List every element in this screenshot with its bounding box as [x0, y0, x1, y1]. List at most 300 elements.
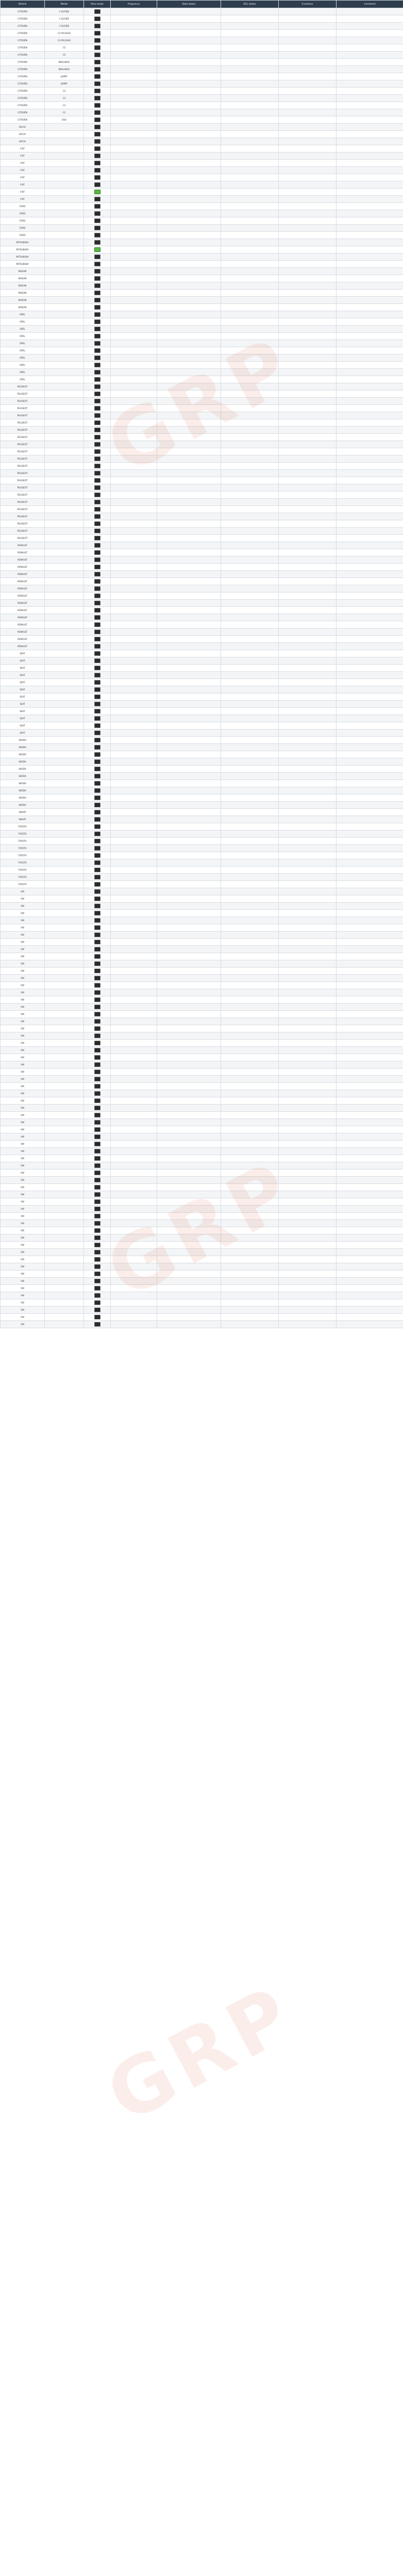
- cell-model: [45, 1090, 84, 1097]
- cell-pass-mode: [84, 1299, 111, 1307]
- cell-vehicle: PEUGEOT: [1, 470, 45, 477]
- cell-pass-mode: [84, 1256, 111, 1263]
- cell-egl-status: [221, 95, 279, 102]
- cell-frequency: [111, 340, 157, 347]
- cell-pass-mode: [84, 614, 111, 621]
- cell-model: [45, 246, 84, 253]
- cell-egl-status: [221, 513, 279, 520]
- cell-frequency: [111, 751, 157, 758]
- cell-comment: [337, 1278, 403, 1285]
- device-thumbnail-icon: [94, 60, 100, 64]
- cell-comment: [337, 239, 403, 246]
- cell-frequency: [111, 1126, 157, 1133]
- cell-vehicle: PEUGEOT: [1, 535, 45, 542]
- cell-functions: [279, 1040, 337, 1047]
- cell-egl-status: [221, 1206, 279, 1213]
- cell-vehicle: RENAULT: [1, 556, 45, 564]
- cell-vehicle: PEUGEOT: [1, 412, 45, 419]
- cell-frequency: [111, 650, 157, 657]
- cell-vehicle: OPEL: [1, 369, 45, 376]
- cell-comment: [337, 73, 403, 80]
- cell-pass-mode: [84, 391, 111, 398]
- table-row: [1, 167, 403, 174]
- cell-functions: [279, 152, 337, 160]
- cell-comment: [337, 722, 403, 730]
- cell-frequency: [111, 441, 157, 448]
- cell-pass-mode: [84, 758, 111, 766]
- device-thumbnail-icon: [94, 146, 100, 151]
- cell-pass-mode: [84, 131, 111, 138]
- cell-pass-mode: [84, 1119, 111, 1126]
- cell-egl-status: [221, 1270, 279, 1278]
- cell-comment: [337, 427, 403, 434]
- cell-functions: [279, 441, 337, 448]
- cell-data-status: [157, 448, 221, 455]
- cell-functions: [279, 131, 337, 138]
- cell-functions: [279, 686, 337, 693]
- device-thumbnail-icon: [94, 1098, 100, 1103]
- cell-vehicle: VW: [1, 968, 45, 975]
- device-thumbnail-icon: [94, 1300, 100, 1305]
- table-row: [1, 484, 403, 492]
- cell-data-status: [157, 982, 221, 989]
- table-row: [1, 701, 403, 708]
- cell-egl-status: [221, 80, 279, 88]
- table-row: [1, 412, 403, 419]
- cell-model: [45, 838, 84, 845]
- cell-functions: [279, 412, 337, 419]
- cell-egl-status: [221, 1069, 279, 1076]
- cell-pass-mode: [84, 95, 111, 102]
- device-thumbnail-icon: [94, 1033, 100, 1038]
- table-row: [1, 59, 403, 66]
- cell-data-status: [157, 419, 221, 427]
- cell-data-status: [157, 66, 221, 73]
- cell-frequency: [111, 492, 157, 499]
- cell-functions: [279, 282, 337, 290]
- cell-functions: [279, 1097, 337, 1105]
- cell-egl-status: [221, 614, 279, 621]
- cell-data-status: [157, 1090, 221, 1097]
- cell-functions: [279, 607, 337, 614]
- table-row: [1, 347, 403, 354]
- device-thumbnail-icon: [94, 536, 100, 540]
- cell-functions: [279, 297, 337, 304]
- cell-frequency: [111, 657, 157, 665]
- device-thumbnail-icon: [94, 1279, 100, 1283]
- cell-vehicle: VW: [1, 1018, 45, 1025]
- cell-vehicle: DACIA: [1, 124, 45, 131]
- cell-egl-status: [221, 102, 279, 109]
- cell-egl-status: [221, 1249, 279, 1256]
- cell-frequency: [111, 1148, 157, 1155]
- cell-pass-mode: [84, 261, 111, 268]
- cell-vehicle: PEUGEOT: [1, 506, 45, 513]
- cell-pass-mode: [84, 239, 111, 246]
- table-row: [1, 1083, 403, 1090]
- column-header-data-status: Data status: [157, 1, 221, 8]
- table-row: [1, 73, 403, 80]
- device-thumbnail-icon: [94, 1012, 100, 1016]
- cell-egl-status: [221, 52, 279, 59]
- cell-data-status: [157, 1105, 221, 1112]
- cell-pass-mode: [84, 874, 111, 881]
- cell-vehicle: VW: [1, 982, 45, 989]
- cell-model: [45, 383, 84, 391]
- cell-model: [45, 506, 84, 513]
- cell-model: [45, 831, 84, 838]
- cell-model: [45, 326, 84, 333]
- device-thumbnail-icon: [94, 774, 100, 778]
- cell-comment: [337, 1242, 403, 1249]
- cell-vehicle: NISSAN: [1, 275, 45, 282]
- cell-data-status: [157, 44, 221, 52]
- cell-data-status: [157, 37, 221, 44]
- cell-frequency: [111, 455, 157, 463]
- device-thumbnail-icon: [94, 687, 100, 692]
- cell-vehicle: VW: [1, 953, 45, 960]
- device-thumbnail-icon: [94, 1142, 100, 1146]
- device-thumbnail-icon: [94, 175, 100, 180]
- cell-frequency: [111, 903, 157, 910]
- cell-pass-mode: [84, 1083, 111, 1090]
- cell-comment: [337, 665, 403, 672]
- cell-pass-mode: [84, 44, 111, 52]
- table-row: [1, 578, 403, 585]
- cell-functions: [279, 722, 337, 730]
- table-row: [1, 124, 403, 131]
- cell-frequency: [111, 23, 157, 30]
- table-row: [1, 614, 403, 621]
- cell-data-status: [157, 1018, 221, 1025]
- watermark: GRP: [93, 1968, 310, 2141]
- cell-egl-status: [221, 1198, 279, 1206]
- device-thumbnail-icon: [94, 1178, 100, 1182]
- cell-pass-mode: [84, 455, 111, 463]
- cell-comment: [337, 160, 403, 167]
- device-thumbnail-icon: [94, 449, 100, 454]
- table-row: [1, 1090, 403, 1097]
- cell-functions: [279, 326, 337, 333]
- cell-functions: [279, 1076, 337, 1083]
- cell-vehicle: NISSAN: [1, 297, 45, 304]
- cell-pass-mode: [84, 1097, 111, 1105]
- table-row: [1, 1292, 403, 1299]
- table-row: [1, 1242, 403, 1249]
- cell-frequency: [111, 1083, 157, 1090]
- cell-data-status: [157, 831, 221, 838]
- cell-frequency: [111, 946, 157, 953]
- cell-model: [45, 203, 84, 210]
- cell-pass-mode: [84, 434, 111, 441]
- cell-model: [45, 600, 84, 607]
- cell-frequency: [111, 1004, 157, 1011]
- cell-comment: [337, 650, 403, 657]
- cell-data-status: [157, 174, 221, 181]
- cell-functions: [279, 405, 337, 412]
- cell-vehicle: RENAULT: [1, 636, 45, 643]
- cell-model: [45, 751, 84, 758]
- cell-functions: [279, 427, 337, 434]
- cell-model: [45, 1307, 84, 1314]
- cell-frequency: [111, 131, 157, 138]
- cell-egl-status: [221, 693, 279, 701]
- cell-comment: [337, 787, 403, 794]
- cell-vehicle: PEUGEOT: [1, 441, 45, 448]
- table-row: [1, 441, 403, 448]
- cell-functions: [279, 629, 337, 636]
- cell-comment: [337, 463, 403, 470]
- cell-model: [45, 931, 84, 939]
- cell-frequency: [111, 1119, 157, 1126]
- cell-model: [45, 773, 84, 780]
- cell-egl-status: [221, 960, 279, 968]
- cell-functions: [279, 585, 337, 592]
- cell-functions: [279, 1227, 337, 1234]
- table-row: [1, 1314, 403, 1321]
- cell-model: [45, 1083, 84, 1090]
- device-thumbnail-icon: [94, 291, 100, 295]
- device-thumbnail-icon: [94, 1207, 100, 1211]
- cell-pass-mode: [84, 333, 111, 340]
- cell-comment: [337, 268, 403, 275]
- table-row: [1, 297, 403, 304]
- cell-frequency: [111, 391, 157, 398]
- cell-vehicle: VW: [1, 1061, 45, 1069]
- table-row: [1, 1155, 403, 1162]
- cell-egl-status: [221, 867, 279, 874]
- cell-vehicle: TOYOTA: [1, 881, 45, 888]
- cell-frequency: [111, 1105, 157, 1112]
- cell-model: [45, 614, 84, 621]
- cell-frequency: [111, 867, 157, 874]
- table-row: [1, 1249, 403, 1256]
- cell-comment: [337, 1292, 403, 1299]
- cell-data-status: [157, 1307, 221, 1314]
- cell-functions: [279, 1061, 337, 1069]
- cell-pass-mode: [84, 1263, 111, 1270]
- device-thumbnail-icon: [94, 31, 100, 36]
- table-row: [1, 802, 403, 809]
- cell-comment: [337, 686, 403, 693]
- cell-data-status: [157, 196, 221, 203]
- cell-pass-mode: [84, 102, 111, 109]
- device-thumbnail-icon: [94, 485, 100, 490]
- cell-vehicle: PEUGEOT: [1, 419, 45, 427]
- cell-frequency: [111, 953, 157, 960]
- cell-egl-status: [221, 261, 279, 268]
- cell-pass-mode: [84, 246, 111, 253]
- cell-model: [45, 1249, 84, 1256]
- cell-vehicle: RENAULT: [1, 592, 45, 600]
- cell-functions: [279, 679, 337, 686]
- cell-pass-mode: [84, 376, 111, 383]
- cell-frequency: [111, 1321, 157, 1328]
- cell-egl-status: [221, 520, 279, 528]
- cell-model: [45, 1314, 84, 1321]
- device-thumbnail-icon: [94, 507, 100, 512]
- cell-egl-status: [221, 1184, 279, 1191]
- cell-data-status: [157, 1234, 221, 1242]
- cell-frequency: [111, 1249, 157, 1256]
- cell-functions: [279, 354, 337, 362]
- cell-frequency: [111, 975, 157, 982]
- cell-comment: [337, 1133, 403, 1141]
- cell-data-status: [157, 903, 221, 910]
- cell-egl-status: [221, 708, 279, 715]
- cell-comment: [337, 592, 403, 600]
- cell-egl-status: [221, 405, 279, 412]
- cell-functions: [279, 823, 337, 831]
- device-thumbnail-icon: [94, 132, 100, 137]
- device-thumbnail-icon: [94, 752, 100, 757]
- cell-comment: [337, 867, 403, 874]
- cell-pass-mode: [84, 1162, 111, 1170]
- cell-functions: [279, 419, 337, 427]
- cell-pass-mode: [84, 1220, 111, 1227]
- table-row: [1, 989, 403, 996]
- device-thumbnail-icon: [94, 283, 100, 288]
- cell-frequency: [111, 571, 157, 578]
- cell-egl-status: [221, 124, 279, 131]
- cell-vehicle: CITROËN: [1, 88, 45, 95]
- cell-vehicle: NISSAN: [1, 304, 45, 311]
- cell-egl-status: [221, 383, 279, 391]
- cell-functions: [279, 794, 337, 802]
- cell-functions: [279, 391, 337, 398]
- cell-data-status: [157, 960, 221, 968]
- cell-data-status: [157, 1119, 221, 1126]
- cell-frequency: [111, 427, 157, 434]
- device-thumbnail-icon: [94, 1026, 100, 1031]
- cell-vehicle: OPEL: [1, 318, 45, 326]
- cell-data-status: [157, 131, 221, 138]
- table-row: [1, 513, 403, 520]
- cell-egl-status: [221, 1227, 279, 1234]
- table-row: [1, 564, 403, 571]
- cell-frequency: [111, 924, 157, 931]
- cell-data-status: [157, 708, 221, 715]
- cell-egl-status: [221, 1162, 279, 1170]
- cell-comment: [337, 484, 403, 492]
- cell-comment: [337, 1061, 403, 1069]
- cell-vehicle: SKODA: [1, 758, 45, 766]
- device-thumbnail-icon: [94, 161, 100, 165]
- table-row: [1, 874, 403, 881]
- cell-data-status: [157, 571, 221, 578]
- cell-pass-mode: [84, 881, 111, 888]
- cell-frequency: [111, 1307, 157, 1314]
- cell-functions: [279, 737, 337, 744]
- cell-frequency: [111, 802, 157, 809]
- cell-functions: [279, 1278, 337, 1285]
- cell-functions: [279, 1047, 337, 1054]
- cell-pass-mode: [84, 903, 111, 910]
- cell-egl-status: [221, 968, 279, 975]
- cell-data-status: [157, 333, 221, 340]
- cell-model: BERLINGO: [45, 59, 84, 66]
- cell-data-status: [157, 152, 221, 160]
- cell-vehicle: VW: [1, 903, 45, 910]
- cell-functions: [279, 434, 337, 441]
- cell-vehicle: RENAULT: [1, 600, 45, 607]
- cell-comment: [337, 1321, 403, 1328]
- cell-frequency: [111, 189, 157, 196]
- cell-egl-status: [221, 802, 279, 809]
- cell-functions: [279, 968, 337, 975]
- cell-functions: [279, 672, 337, 679]
- cell-data-status: [157, 391, 221, 398]
- cell-model: [45, 910, 84, 917]
- table-row: [1, 556, 403, 564]
- table-row: [1, 131, 403, 138]
- cell-pass-mode: [84, 621, 111, 629]
- cell-egl-status: [221, 823, 279, 831]
- cell-vehicle: RENAULT: [1, 607, 45, 614]
- cell-vehicle: VW: [1, 946, 45, 953]
- cell-data-status: [157, 477, 221, 484]
- cell-model: [45, 1278, 84, 1285]
- cell-functions: [279, 1083, 337, 1090]
- cell-model: [45, 253, 84, 261]
- cell-vehicle: NISSAN: [1, 268, 45, 275]
- cell-data-status: [157, 701, 221, 708]
- cell-model: [45, 1112, 84, 1119]
- cell-model: [45, 391, 84, 398]
- cell-model: [45, 823, 84, 831]
- table-row: [1, 160, 403, 167]
- table-row: [1, 427, 403, 434]
- cell-data-status: [157, 1061, 221, 1069]
- cell-data-status: [157, 282, 221, 290]
- cell-model: [45, 737, 84, 744]
- cell-model: [45, 989, 84, 996]
- cell-vehicle: OPEL: [1, 340, 45, 347]
- cell-functions: [279, 145, 337, 152]
- device-thumbnail-icon: [94, 478, 100, 483]
- table-row: [1, 636, 403, 643]
- cell-functions: [279, 643, 337, 650]
- table-row: [1, 398, 403, 405]
- cell-pass-mode: [84, 1040, 111, 1047]
- cell-frequency: [111, 564, 157, 571]
- cell-frequency: [111, 1090, 157, 1097]
- cell-comment: [337, 838, 403, 845]
- cell-frequency: [111, 297, 157, 304]
- table-row: [1, 888, 403, 895]
- cell-frequency: [111, 859, 157, 867]
- cell-functions: [279, 665, 337, 672]
- table-row: [1, 1040, 403, 1047]
- cell-comment: [337, 953, 403, 960]
- cell-comment: [337, 383, 403, 391]
- cell-data-status: [157, 845, 221, 852]
- cell-pass-mode: [84, 831, 111, 838]
- cell-functions: [279, 1032, 337, 1040]
- cell-egl-status: [221, 160, 279, 167]
- cell-data-status: [157, 138, 221, 145]
- table-row: [1, 708, 403, 715]
- device-thumbnail-icon: [94, 680, 100, 685]
- cell-pass-mode: [84, 326, 111, 333]
- cell-comment: [337, 766, 403, 773]
- cell-data-status: [157, 528, 221, 535]
- cell-comment: [337, 989, 403, 996]
- cell-data-status: [157, 1126, 221, 1133]
- cell-pass-mode: [84, 802, 111, 809]
- device-thumbnail-icon: [94, 305, 100, 310]
- cell-data-status: [157, 1141, 221, 1148]
